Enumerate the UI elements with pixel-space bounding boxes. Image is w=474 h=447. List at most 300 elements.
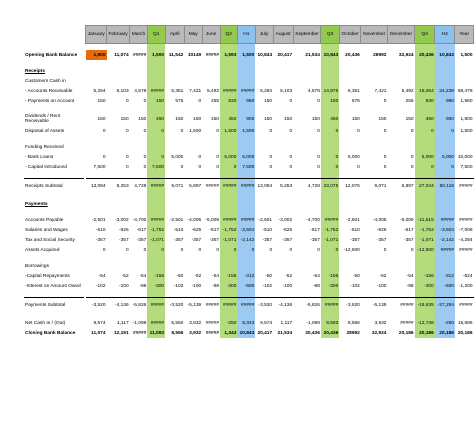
cell[interactable]: 1,500	[220, 126, 237, 136]
column-header[interactable]: H2	[435, 26, 455, 44]
cell[interactable]: -357	[350, 237, 360, 243]
cell[interactable]: -625	[282, 227, 293, 233]
cell[interactable]: -1,071	[415, 235, 435, 245]
cell[interactable]: 0	[383, 98, 387, 104]
cell[interactable]: #####	[435, 245, 455, 255]
cell[interactable]	[321, 142, 339, 152]
cell[interactable]: 14,975	[321, 86, 339, 96]
cell[interactable]: 0	[125, 98, 129, 104]
cell[interactable]: -1,752	[321, 225, 339, 235]
cell[interactable]: -357	[119, 237, 129, 243]
cell[interactable]: -617	[403, 227, 414, 233]
cell[interactable]: 0	[237, 245, 255, 255]
cell[interactable]: 9,343	[237, 318, 255, 328]
cell[interactable]: -52	[194, 273, 202, 279]
cell[interactable]: -625	[376, 227, 387, 233]
cell[interactable]	[387, 66, 414, 76]
cell[interactable]	[86, 142, 107, 152]
cell[interactable]	[147, 261, 165, 271]
cell[interactable]: 0	[180, 164, 184, 170]
cell[interactable]: -1,200	[458, 283, 473, 289]
cell[interactable]: -50	[176, 273, 184, 279]
cell[interactable]: -52	[285, 273, 293, 279]
cell[interactable]: -312	[237, 271, 255, 281]
cell[interactable]: -102	[95, 283, 106, 289]
cell[interactable]: 10,843	[321, 50, 339, 60]
cell[interactable]: 0	[269, 164, 273, 170]
cell[interactable]: -510	[262, 227, 273, 233]
cell[interactable]: 5,897	[387, 179, 414, 194]
cell[interactable]	[387, 76, 414, 86]
cell[interactable]: 4,728	[130, 179, 148, 194]
cell[interactable]: 0	[143, 164, 147, 170]
cell[interactable]: 0	[435, 162, 455, 172]
cell[interactable]	[202, 261, 220, 271]
cell[interactable]	[147, 76, 165, 86]
cell[interactable]: -312	[435, 271, 455, 281]
cell[interactable]: 28992	[373, 52, 387, 58]
cell[interactable]	[339, 76, 361, 86]
cell[interactable]: #####	[220, 298, 237, 313]
column-header[interactable]: May	[184, 26, 202, 44]
cell[interactable]	[435, 76, 455, 86]
cell[interactable]: -2,501	[346, 217, 360, 223]
cell[interactable]	[455, 76, 474, 86]
cell[interactable]	[361, 261, 388, 271]
cell[interactable]: -27,294	[435, 298, 455, 313]
cell[interactable]	[184, 66, 202, 76]
cell[interactable]: -625	[191, 227, 202, 233]
cell[interactable]: 0	[102, 154, 106, 160]
cell[interactable]: #####	[147, 215, 165, 225]
cell[interactable]: -98	[312, 283, 320, 289]
cell[interactable]: -4,005	[187, 217, 202, 223]
cell[interactable]: 10149	[187, 52, 202, 58]
column-header[interactable]: Q1	[147, 26, 165, 44]
cell[interactable]: 5,550	[171, 320, 184, 326]
cell[interactable]	[435, 261, 455, 271]
cell[interactable]	[202, 76, 220, 86]
cell[interactable]: 9,593	[321, 318, 339, 328]
cell[interactable]	[293, 66, 321, 76]
cell[interactable]: 0	[415, 126, 435, 136]
cell[interactable]: 21,534	[277, 330, 293, 336]
cell[interactable]	[339, 66, 361, 76]
cell[interactable]: -2,501	[91, 217, 106, 223]
cell[interactable]	[237, 261, 255, 271]
cell[interactable]: #####	[237, 298, 255, 313]
column-header[interactable]: Q2	[220, 26, 237, 44]
cell[interactable]: -54	[139, 273, 147, 279]
cell[interactable]: 5,000	[435, 152, 455, 162]
cell[interactable]	[415, 66, 435, 76]
cell[interactable]: 150	[405, 116, 414, 122]
cell[interactable]: 4,578	[307, 88, 320, 94]
cell[interactable]	[165, 261, 184, 271]
cell[interactable]: 0	[321, 245, 339, 255]
cell[interactable]: 9,071	[361, 179, 388, 194]
cell[interactable]: -98	[139, 283, 147, 289]
cell[interactable]	[165, 199, 184, 209]
cell[interactable]: -600	[237, 281, 255, 291]
column-header[interactable]: February	[107, 26, 130, 44]
cell[interactable]: 5,103	[116, 88, 129, 94]
cell[interactable]	[361, 76, 388, 86]
cell[interactable]: 150	[311, 116, 320, 122]
cell[interactable]	[202, 199, 220, 209]
cell[interactable]: -357	[173, 237, 184, 243]
cell[interactable]: -156	[147, 271, 165, 281]
cell[interactable]	[220, 76, 237, 86]
cell[interactable]: 20,186	[457, 330, 473, 336]
cell[interactable]	[273, 76, 293, 86]
cell[interactable]: -300	[415, 281, 435, 291]
cell[interactable]: 20,436	[345, 52, 360, 58]
cell[interactable]: 150	[97, 98, 106, 104]
cell[interactable]: -100	[376, 283, 387, 289]
cell[interactable]: 1,500	[86, 50, 107, 60]
cell[interactable]	[293, 142, 321, 152]
cell[interactable]: 7,421	[189, 88, 202, 94]
cell[interactable]	[184, 199, 202, 209]
cell[interactable]	[455, 142, 474, 152]
cell[interactable]: 150	[284, 116, 293, 122]
cell[interactable]: #####	[387, 298, 414, 313]
cell[interactable]: 11,074	[91, 330, 106, 336]
cell[interactable]: #####	[147, 318, 165, 328]
cell[interactable]	[165, 66, 184, 76]
cell[interactable]: #####	[147, 86, 165, 96]
cell[interactable]: -3,002	[115, 217, 129, 223]
cell[interactable]: -600	[435, 281, 455, 291]
cell[interactable]: -2,142	[237, 235, 255, 245]
cell[interactable]: -357	[282, 237, 293, 243]
cell[interactable]: -1,752	[147, 225, 165, 235]
cell[interactable]	[237, 66, 255, 76]
cell[interactable]: 0	[321, 152, 339, 162]
cell[interactable]: 0	[321, 126, 339, 136]
cell[interactable]: 150	[264, 116, 273, 122]
cell[interactable]: 7,500	[460, 164, 473, 170]
cell[interactable]: 10,843	[435, 50, 455, 60]
cell[interactable]: 5,492	[401, 88, 414, 94]
cell[interactable]: 150	[211, 116, 220, 122]
cell[interactable]: -100	[191, 283, 202, 289]
cell[interactable]: 0	[269, 247, 273, 253]
cell[interactable]: 5,253	[273, 179, 293, 194]
cell[interactable]: 0	[147, 245, 165, 255]
column-header[interactable]: January	[86, 26, 107, 44]
cell[interactable]: 900	[237, 112, 255, 126]
cell[interactable]: 5,253	[107, 179, 130, 194]
cell[interactable]: -98	[212, 283, 220, 289]
cell[interactable]: -510	[95, 227, 106, 233]
cell[interactable]: 450	[415, 112, 435, 126]
cell[interactable]	[130, 261, 148, 271]
cell[interactable]: -1,098	[306, 320, 320, 326]
cell[interactable]: #####	[132, 52, 147, 58]
cell[interactable]: 0	[269, 154, 273, 160]
cell[interactable]: -4,700	[132, 217, 147, 223]
cell[interactable]: -1,752	[220, 225, 237, 235]
cell[interactable]: -625	[119, 227, 129, 233]
cell[interactable]: -18,635	[415, 298, 435, 313]
cell[interactable]: 0	[180, 128, 184, 134]
cell[interactable]	[361, 142, 388, 152]
cell[interactable]	[387, 261, 414, 271]
cell[interactable]	[293, 199, 321, 209]
cell[interactable]: 575	[351, 98, 360, 104]
cell[interactable]	[220, 142, 237, 152]
cell[interactable]: 0	[357, 164, 360, 170]
cell[interactable]	[237, 76, 255, 86]
cell[interactable]	[361, 66, 388, 76]
cell[interactable]: -98	[406, 283, 414, 289]
cell[interactable]	[147, 199, 165, 209]
cell[interactable]: -5,009	[205, 217, 220, 223]
cell[interactable]: -357	[191, 237, 202, 243]
cell[interactable]: -4,136	[107, 298, 130, 313]
cell[interactable]: 0	[410, 164, 414, 170]
column-header[interactable]: March	[130, 26, 148, 44]
cell[interactable]: 27,044	[415, 179, 435, 194]
cell[interactable]	[130, 142, 148, 152]
cell[interactable]: 1,500	[189, 128, 202, 134]
cell[interactable]: #####	[147, 179, 165, 194]
cell[interactable]: -156	[321, 271, 339, 281]
cell[interactable]	[107, 199, 130, 209]
cell[interactable]: 20,186	[398, 330, 414, 336]
cell[interactable]: #####	[205, 330, 220, 336]
cell[interactable]: -4,005	[372, 217, 387, 223]
column-header[interactable]: October	[339, 26, 361, 44]
cell[interactable]: -12,738	[415, 318, 435, 328]
cell[interactable]: 0	[289, 164, 293, 170]
cell[interactable]: 5,294	[260, 88, 273, 94]
cell[interactable]	[220, 261, 237, 271]
column-header[interactable]: September	[293, 26, 321, 44]
cell[interactable]: 255	[211, 98, 220, 104]
cell[interactable]: 1,500	[237, 126, 255, 136]
cell[interactable]	[130, 199, 148, 209]
cell[interactable]: 0	[410, 247, 414, 253]
cell[interactable]: 0	[125, 164, 129, 170]
cell[interactable]: 4,578	[134, 88, 147, 94]
cell[interactable]: 1,117	[116, 320, 129, 326]
cell[interactable]	[455, 66, 474, 76]
cell[interactable]: -300	[220, 281, 237, 291]
cell[interactable]: -102	[173, 283, 184, 289]
cell[interactable]	[130, 76, 148, 86]
cell[interactable]: 13,094	[255, 179, 273, 194]
cell[interactable]: -5,139	[184, 298, 202, 313]
cell[interactable]: 11,093	[147, 328, 165, 338]
cell[interactable]	[255, 66, 273, 76]
cell[interactable]: 0	[317, 154, 320, 160]
cell[interactable]: 20,417	[277, 52, 293, 58]
cell[interactable]: 18,686	[457, 320, 473, 326]
cell[interactable]: 5,000	[237, 152, 255, 162]
cell[interactable]: 150	[147, 96, 165, 106]
cell[interactable]: #####	[132, 330, 147, 336]
cell[interactable]: -3,504	[237, 225, 255, 235]
cell[interactable]: 1,500	[460, 52, 473, 58]
cell[interactable]: #####	[400, 320, 414, 326]
cell[interactable]: 1,343	[220, 328, 237, 338]
cell[interactable]: 150	[193, 116, 202, 122]
cell[interactable]: #####	[435, 215, 455, 225]
cell[interactable]: #####	[205, 52, 220, 58]
cell[interactable]: -4,136	[273, 298, 293, 313]
cell[interactable]: #####	[237, 215, 255, 225]
cell[interactable]: 150	[120, 116, 129, 122]
cell[interactable]: -100	[119, 283, 129, 289]
cell[interactable]	[220, 199, 237, 209]
cell[interactable]: #####	[237, 86, 255, 96]
cell[interactable]	[339, 142, 361, 152]
cell[interactable]: -357	[262, 237, 273, 243]
cell[interactable]: 20,186	[435, 328, 455, 338]
cell[interactable]: 0	[410, 154, 414, 160]
cell[interactable]	[435, 66, 455, 76]
cell[interactable]	[86, 261, 107, 271]
cell[interactable]: -357	[310, 237, 320, 243]
cell[interactable]	[321, 199, 339, 209]
cell[interactable]: 32,924	[398, 52, 414, 58]
cell[interactable]: 0	[317, 128, 320, 134]
cell[interactable]: 0	[216, 247, 220, 253]
cell[interactable]: -617	[136, 227, 147, 233]
cell[interactable]: -357	[403, 237, 414, 243]
cell[interactable]: 255	[405, 98, 414, 104]
cell[interactable]	[255, 261, 273, 271]
cell[interactable]: 20,186	[415, 328, 435, 338]
cell[interactable]	[321, 66, 339, 76]
cell[interactable]: 19,264	[415, 86, 435, 96]
cell[interactable]: 50,119	[435, 179, 455, 194]
cell[interactable]: 0	[143, 247, 147, 253]
cell[interactable]: 450	[147, 112, 165, 126]
cell[interactable]: 8,556	[347, 320, 360, 326]
cell[interactable]	[255, 76, 273, 86]
cell[interactable]: 980	[435, 96, 455, 106]
cell[interactable]: 150	[138, 116, 147, 122]
cell[interactable]: 0	[143, 128, 147, 134]
cell[interactable]: 11,542	[168, 52, 184, 58]
cell[interactable]: 9,574	[260, 320, 273, 326]
column-header[interactable]: H1	[237, 26, 255, 44]
cell[interactable]: 0	[289, 98, 293, 104]
cell[interactable]: #####	[202, 298, 220, 313]
cell[interactable]: 5,000	[171, 154, 184, 160]
cell[interactable]: #####	[455, 298, 474, 313]
cell[interactable]: -617	[310, 227, 320, 233]
cell[interactable]: 3,932	[189, 320, 202, 326]
cell[interactable]	[202, 66, 220, 76]
cell[interactable]: 12,191	[113, 330, 129, 336]
cell[interactable]	[86, 66, 107, 76]
column-header[interactable]: Q3	[321, 26, 339, 44]
cell[interactable]: -5,826	[130, 298, 148, 313]
cell[interactable]: -52	[121, 273, 129, 279]
cell[interactable]: 4,728	[293, 179, 321, 194]
column-header[interactable]: November	[361, 26, 388, 44]
cell[interactable]	[435, 142, 455, 152]
cell[interactable]: -1,071	[321, 235, 339, 245]
cell[interactable]: -357	[95, 237, 106, 243]
cell[interactable]	[130, 66, 148, 76]
cell[interactable]: 0	[216, 164, 220, 170]
cell[interactable]: -250	[220, 318, 237, 328]
cell[interactable]: #####	[220, 179, 237, 194]
cell[interactable]: 0	[143, 98, 147, 104]
cell[interactable]	[237, 142, 255, 152]
cell[interactable]: 10,000	[457, 154, 473, 160]
cell[interactable]	[255, 142, 273, 152]
cell[interactable]: 5,000	[347, 154, 360, 160]
cell[interactable]: 32,924	[371, 330, 387, 336]
column-header[interactable]: August	[273, 26, 293, 44]
cell[interactable]: -3,520	[165, 298, 184, 313]
cell[interactable]: 23,075	[321, 179, 339, 194]
cell[interactable]: #####	[147, 298, 165, 313]
cell[interactable]	[165, 76, 184, 86]
cell[interactable]: #####	[220, 86, 237, 96]
cell[interactable]: -54	[406, 273, 414, 279]
cell[interactable]: -3,520	[339, 298, 361, 313]
cell[interactable]: -54	[212, 273, 220, 279]
column-header[interactable]: Year	[455, 26, 474, 44]
cell[interactable]	[107, 76, 130, 86]
cell[interactable]: 0	[125, 154, 129, 160]
cell[interactable]: 0	[435, 126, 455, 136]
cell[interactable]: 0	[317, 247, 320, 253]
cell[interactable]: 0	[269, 128, 273, 134]
cell[interactable]: -4,700	[306, 217, 320, 223]
cell[interactable]: 5,294	[93, 88, 106, 94]
cell[interactable]	[184, 142, 202, 152]
cell[interactable]	[184, 76, 202, 86]
cell[interactable]	[387, 142, 414, 152]
cell[interactable]: 0	[410, 128, 414, 134]
cell[interactable]: #####	[455, 179, 474, 194]
cell[interactable]: 830	[415, 96, 435, 106]
cell[interactable]: 5,897	[184, 179, 202, 194]
cell[interactable]: 20,436	[415, 50, 435, 60]
cell[interactable]	[273, 261, 293, 271]
cell[interactable]: 0	[383, 164, 387, 170]
cell[interactable]: -52	[379, 273, 387, 279]
cell[interactable]: -50	[352, 273, 360, 279]
cell[interactable]: 980	[237, 96, 255, 106]
cell[interactable]: 150	[97, 116, 106, 122]
cell[interactable]: 0	[198, 98, 202, 104]
cell[interactable]: -3,002	[278, 217, 293, 223]
cell[interactable]: 0	[383, 247, 387, 253]
cell[interactable]: -1,071	[220, 235, 237, 245]
cell[interactable]	[107, 66, 130, 76]
cell[interactable]: 20,436	[305, 330, 320, 336]
cell[interactable]: 20,417	[257, 330, 273, 336]
cell[interactable]	[339, 199, 361, 209]
cell[interactable]: 450	[321, 112, 339, 126]
cell[interactable]	[455, 199, 474, 209]
cell[interactable]: 0	[220, 245, 237, 255]
cell[interactable]	[147, 66, 165, 76]
cell[interactable]: 1,593	[220, 50, 237, 60]
cell[interactable]: 0	[289, 128, 293, 134]
cell[interactable]	[165, 142, 184, 152]
